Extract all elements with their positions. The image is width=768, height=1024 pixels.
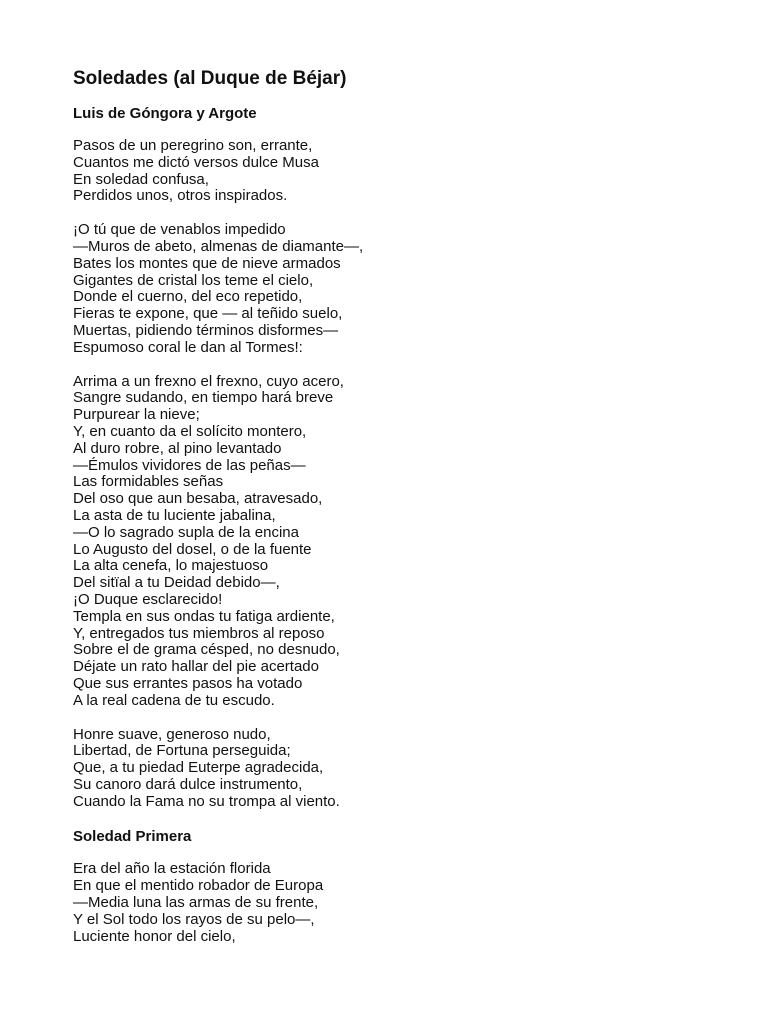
verse-line: —Émulos vividores de las peñas—	[73, 456, 306, 474]
verse-line: Fieras te expone, que — al teñido suelo,	[73, 305, 343, 323]
verse-line: Luciente honor del cielo,	[73, 927, 236, 945]
verse-line: Purpurear la nieve;	[73, 406, 200, 424]
verse-line: Al duro robre, al pino levantado	[73, 439, 282, 457]
stanza	[73, 861, 713, 945]
verse-line: Templa en sus ondas tu fatiga ardiente,	[73, 607, 335, 625]
verse-line: ¡O tú que de venablos impedido	[73, 221, 286, 239]
verse-line: En soledad confusa,	[73, 170, 209, 188]
document-title: Soledades (al Duque de Béjar)	[73, 68, 347, 89]
verse-line: Que sus errantes pasos ha votado	[73, 674, 303, 692]
verse-line: Donde el cuerno, del eco repetido,	[73, 288, 303, 306]
verse-line: Cuando la Fama no su trompa al viento.	[73, 792, 340, 810]
author-heading: Luis de Góngora y Argote	[73, 105, 257, 122]
document-page	[73, 66, 713, 962]
stanza	[73, 138, 713, 205]
section-heading: Soledad Primera	[73, 828, 192, 846]
verse-line: Muertas, pidiendo términos disformes—	[73, 321, 339, 339]
verse-line: Lo Augusto del dosel, o de la fuente	[73, 540, 312, 558]
verse-line: —Muros de abeto, almenas de diamante—,	[73, 237, 364, 255]
stanza	[73, 374, 713, 710]
verse-line: Perdidos unos, otros inspirados.	[73, 187, 288, 205]
dedication-body	[73, 138, 713, 810]
verse-line: La alta cenefa, lo majestuoso	[73, 557, 269, 575]
stanza	[73, 222, 713, 356]
verse-line: Déjate un rato hallar del pie acertado	[73, 658, 319, 676]
verse-line: Espumoso coral le dan al Tormes!:	[73, 338, 303, 356]
verse-line: Y, entregados tus miembros al reposo	[73, 624, 325, 642]
stanza	[73, 727, 713, 811]
section-body	[73, 861, 713, 945]
verse-line: Del oso que aun besaba, atravesado,	[73, 490, 323, 508]
verse-line: Bates los montes que de nieve armados	[73, 254, 341, 272]
verse-line: A la real cadena de tu escudo.	[73, 691, 275, 709]
verse-line: Gigantes de cristal los teme el cielo,	[73, 271, 314, 289]
verse-line: Y, en cuanto da el solícito montero,	[73, 422, 307, 440]
verse-line: Sangre sudando, en tiempo hará breve	[73, 389, 334, 407]
verse-line: Sobre el de grama césped, no desnudo,	[73, 641, 340, 659]
verse-line: Que, a tu piedad Euterpe agradecida,	[73, 759, 324, 777]
verse-line: Arrima a un frexno el frexno, cuyo acero,	[73, 372, 344, 390]
verse-line: Cuantos me dictó versos dulce Musa	[73, 153, 319, 171]
verse-line: En que el mentido robador de Europa	[73, 877, 324, 895]
verse-line: Libertad, de Fortuna perseguida;	[73, 742, 291, 760]
verse-line: —Media luna las armas de su frente,	[73, 894, 319, 912]
verse-line: Del sitïal a tu Deidad debido—,	[73, 574, 280, 592]
verse-line: ¡O Duque esclarecido!	[73, 590, 223, 608]
verse-line: Pasos de un peregrino son, errante,	[73, 137, 313, 154]
verse-line: Las formidables señas	[73, 473, 224, 491]
verse-line: La asta de tu luciente jabalina,	[73, 506, 276, 524]
verse-line: Su canoro dará dulce instrumento,	[73, 775, 303, 793]
verse-line: Era del año la estación florida	[73, 860, 271, 878]
verse-line: Y el Sol todo los rayos de su pelo—,	[73, 910, 315, 928]
verse-line: Honre suave, generoso nudo,	[73, 725, 271, 743]
verse-line: —O lo sagrado supla de la encina	[73, 523, 299, 541]
